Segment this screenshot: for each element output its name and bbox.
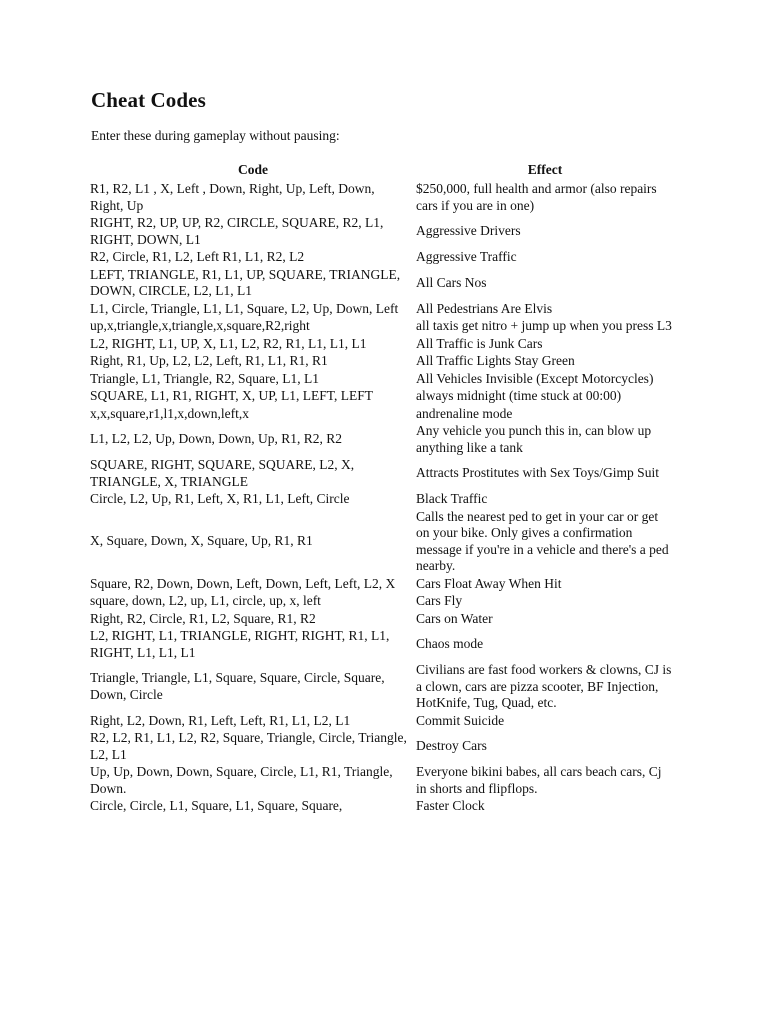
table-row bbox=[90, 491, 674, 509]
code-cell: L1, Circle, Triangle, L1, L1, Square, L2, Up, Down, Left bbox=[90, 300, 399, 316]
effect-cell: Chaos mode bbox=[416, 636, 484, 652]
effect-cell: always midnight (time stuck at 00:00) bbox=[416, 388, 622, 403]
effect-cell: All Traffic is Junk Cars bbox=[416, 335, 543, 351]
table-row bbox=[90, 457, 674, 491]
effect-cell: Black Traffic bbox=[416, 491, 488, 506]
table-row bbox=[90, 713, 674, 731]
table-row bbox=[90, 249, 674, 267]
code-cell: up,x,triangle,x,triangle,x,square,R2,right bbox=[90, 318, 310, 333]
table-row bbox=[90, 267, 674, 301]
table-header-row bbox=[90, 162, 674, 181]
effect-cell: andrenaline mode bbox=[416, 405, 513, 421]
code-cell: Circle, Circle, L1, Square, L1, Square, Square, bbox=[90, 798, 343, 813]
effect-cell: All Pedestrians Are Elvis bbox=[416, 300, 553, 316]
code-cell: Triangle, L1, Triangle, R2, Square, L1, L1 bbox=[90, 370, 319, 386]
effect-cell: Aggressive Drivers bbox=[416, 223, 521, 239]
table-row bbox=[90, 336, 674, 354]
table-row bbox=[90, 509, 674, 576]
code-cell: x,x,square,r1,l1,x,down,left,x bbox=[90, 405, 249, 421]
effect-cell: Cars Fly bbox=[416, 593, 463, 608]
table-row bbox=[90, 388, 674, 406]
table-row bbox=[90, 353, 674, 371]
code-cell: Up, Up, Down, Down, Square, Circle, L1, R1, Triangle, Down. bbox=[90, 764, 393, 796]
code-cell: Right, L2, Down, R1, Left, Left, R1, L1, L2, L1 bbox=[90, 712, 351, 728]
table-row bbox=[90, 730, 674, 764]
table-row bbox=[90, 371, 674, 389]
code-cell: L2, RIGHT, L1, TRIANGLE, RIGHT, RIGHT, R1, L1, RIGHT, L1, L1, L1 bbox=[90, 628, 390, 660]
page-title: Cheat Codes bbox=[91, 88, 206, 112]
effect-cell: Faster Clock bbox=[416, 798, 485, 813]
table-row bbox=[90, 593, 674, 611]
table-row bbox=[90, 611, 674, 629]
code-cell: Right, R1, Up, L2, L2, Left, R1, L1, R1, R1 bbox=[90, 353, 328, 368]
effect-cell: Attracts Prostitutes with Sex Toys/Gimp Suit bbox=[416, 465, 659, 481]
code-cell: RIGHT, R2, UP, UP, R2, CIRCLE, SQUARE, R2, L1, RIGHT, DOWN, L1 bbox=[90, 215, 384, 247]
code-cell: Square, R2, Down, Down, Left, Down, Left, Left, L2, X bbox=[90, 575, 396, 591]
code-cell: Triangle, Triangle, L1, Square, Square, Circle, Square, Down, Circle bbox=[90, 670, 385, 702]
table-row bbox=[90, 576, 674, 594]
code-cell: Circle, L2, Up, R1, Left, X, R1, L1, Left, Circle bbox=[90, 491, 350, 506]
code-cell: square, down, L2, up, L1, circle, up, x, left bbox=[90, 593, 321, 608]
table-row bbox=[90, 301, 674, 319]
code-cell: SQUARE, RIGHT, SQUARE, SQUARE, L2, X, TRIANGLE, X, TRIANGLE bbox=[90, 457, 355, 489]
code-cell: L1, L2, L2, Up, Down, Down, Up, R1, R2, R2 bbox=[90, 431, 342, 447]
table-row bbox=[90, 764, 674, 798]
effect-column-header: Effect bbox=[527, 162, 563, 178]
table-row bbox=[90, 423, 674, 457]
effect-cell: Cars Float Away When Hit bbox=[416, 575, 562, 591]
code-cell: SQUARE, L1, R1, RIGHT, X, UP, L1, LEFT, LEFT bbox=[90, 388, 373, 403]
code-column-header: Code bbox=[238, 162, 268, 178]
cheat-codes-table bbox=[90, 162, 674, 816]
code-cell: LEFT, TRIANGLE, R1, L1, UP, SQUARE, TRIANGLE, DOWN, CIRCLE, L2, L1, L1 bbox=[90, 266, 401, 298]
effect-cell: Everyone bikini babes, all cars beach cars, Cj in shorts and flipflops. bbox=[416, 764, 662, 796]
effect-cell: All Traffic Lights Stay Green bbox=[416, 353, 575, 368]
code-cell: R1, R2, L1 , X, Left , Down, Right, Up, Left, Down, Right, Up bbox=[90, 181, 375, 213]
table-row bbox=[90, 215, 674, 249]
code-cell: R2, Circle, R1, L2, Left R1, L1, R2, L2 bbox=[90, 249, 305, 264]
effect-cell: Civilians are fast food workers & clowns, CJ is a clown, cars are pizza scooter, BF Injection, HotKnife, Tug, Quad, etc. bbox=[416, 662, 672, 710]
table-row bbox=[90, 798, 674, 816]
table-row bbox=[90, 406, 674, 424]
effect-cell: Aggressive Traffic bbox=[416, 249, 517, 264]
intro-text: Enter these during gameplay without pausing: bbox=[91, 128, 340, 143]
code-cell: Right, R2, Circle, R1, L2, Square, R1, R2 bbox=[90, 610, 316, 626]
table-row bbox=[90, 181, 674, 215]
effect-cell: All Cars Nos bbox=[416, 274, 487, 290]
effect-cell: Commit Suicide bbox=[416, 712, 505, 728]
table-row bbox=[90, 318, 674, 336]
effect-cell: $250,000, full health and armor (also repairs cars if you are in one) bbox=[416, 181, 657, 213]
code-cell: R2, L2, R1, L1, L2, R2, Square, Triangle, Circle, Triangle, L2, L1 bbox=[90, 730, 407, 762]
code-cell: X, Square, Down, X, Square, Up, R1, R1 bbox=[90, 533, 313, 549]
effect-cell: Destroy Cars bbox=[416, 738, 487, 754]
code-cell: L2, RIGHT, L1, UP, X, L1, L2, R2, R1, L1, L1, L1 bbox=[90, 335, 367, 351]
effect-cell: Calls the nearest ped to get in your car or get on your bike. Only gives a confirmation message if you're in a vehicle and there's a ped nearby. bbox=[416, 508, 669, 573]
effect-cell: all taxis get nitro + jump up when you press L3 bbox=[416, 318, 672, 333]
table-row bbox=[90, 662, 674, 713]
effect-cell: Any vehicle you punch this in, can blow up anything like a tank bbox=[416, 423, 652, 455]
effect-cell: All Vehicles Invisible (Except Motorcycles) bbox=[416, 370, 654, 386]
table-row bbox=[90, 628, 674, 662]
effect-cell: Cars on Water bbox=[416, 610, 493, 626]
